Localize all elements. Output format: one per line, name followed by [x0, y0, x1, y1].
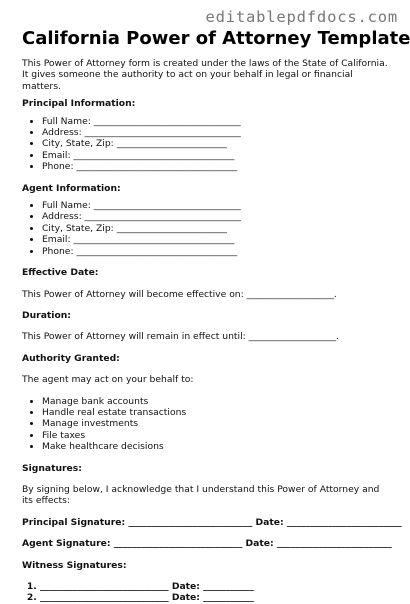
duration-heading: Duration:: [22, 309, 71, 321]
agent-city-state-zip-field[interactable]: • City, State, Zip: ________________________: [42, 223, 392, 234]
principal-phone-field[interactable]: • Phone: ___________________________________: [42, 161, 392, 172]
principal-city-state-zip-field[interactable]: • City, State, Zip: ________________________: [42, 138, 392, 149]
principal-email-field[interactable]: • Email: ___________________________________: [42, 150, 392, 161]
agent-full-name-field[interactable]: • Full Name: ________________________________: [42, 200, 392, 211]
agent-signature-line[interactable]: Agent Signature: ____________________________ Date: _________________________: [22, 538, 392, 550]
agent-email-field[interactable]: • Email: ___________________________________: [42, 234, 392, 245]
authority-heading: Authority Granted:: [22, 352, 120, 364]
witness-list: [22, 581, 392, 604]
authority-item: • Make healthcare decisions: [42, 441, 392, 452]
effective-date-line[interactable]: This Power of Attorney will become effective on: ___________________.: [22, 288, 337, 300]
witness-signature-line-2[interactable]: 2. ____________________________ Date: ___________: [40, 592, 392, 603]
principal-heading: Principal Information:: [22, 98, 136, 110]
authority-item: • Handle real estate transactions: [42, 407, 392, 418]
authority-item: • File taxes: [42, 430, 392, 441]
authority-intro: The agent may act on your behalf to:: [22, 374, 194, 386]
document-title: California Power of Attorney Template: [22, 28, 410, 49]
intro-paragraph: This Power of Attorney form is created under the laws of the State of California. It gives someone the authority to act on your behalf in legal or financial matters.: [22, 58, 388, 92]
effective-date-heading: Effective Date:: [22, 267, 99, 279]
document-body: [22, 58, 402, 604]
signatures-heading: Signatures:: [22, 462, 82, 474]
authority-list: [22, 396, 392, 453]
principal-fields: [22, 116, 392, 173]
principal-signature-line[interactable]: Principal Signature: ___________________________ Date: _________________________: [22, 516, 402, 528]
principal-full-name-field[interactable]: • Full Name: ________________________________: [42, 116, 392, 127]
principal-address-field[interactable]: • Address: __________________________________: [42, 127, 392, 138]
authority-item: • Manage bank accounts: [42, 396, 392, 407]
signatures-acknowledgement: By signing below, I acknowledge that I understand this Power of Attorney and its effects:: [22, 483, 380, 507]
agent-fields: [22, 200, 392, 257]
witness-signature-line-1[interactable]: 1. ____________________________ Date: ___________: [40, 581, 392, 592]
watermark: editablepdfdocs.com: [205, 8, 398, 26]
agent-phone-field[interactable]: • Phone: ___________________________________: [42, 246, 392, 257]
authority-item: • Manage investments: [42, 418, 392, 429]
witness-heading: Witness Signatures:: [22, 559, 127, 571]
duration-line[interactable]: This Power of Attorney will remain in effect until: ___________________.: [22, 331, 339, 343]
agent-address-field[interactable]: • Address: __________________________________: [42, 211, 392, 222]
agent-heading: Agent Information:: [22, 182, 121, 194]
